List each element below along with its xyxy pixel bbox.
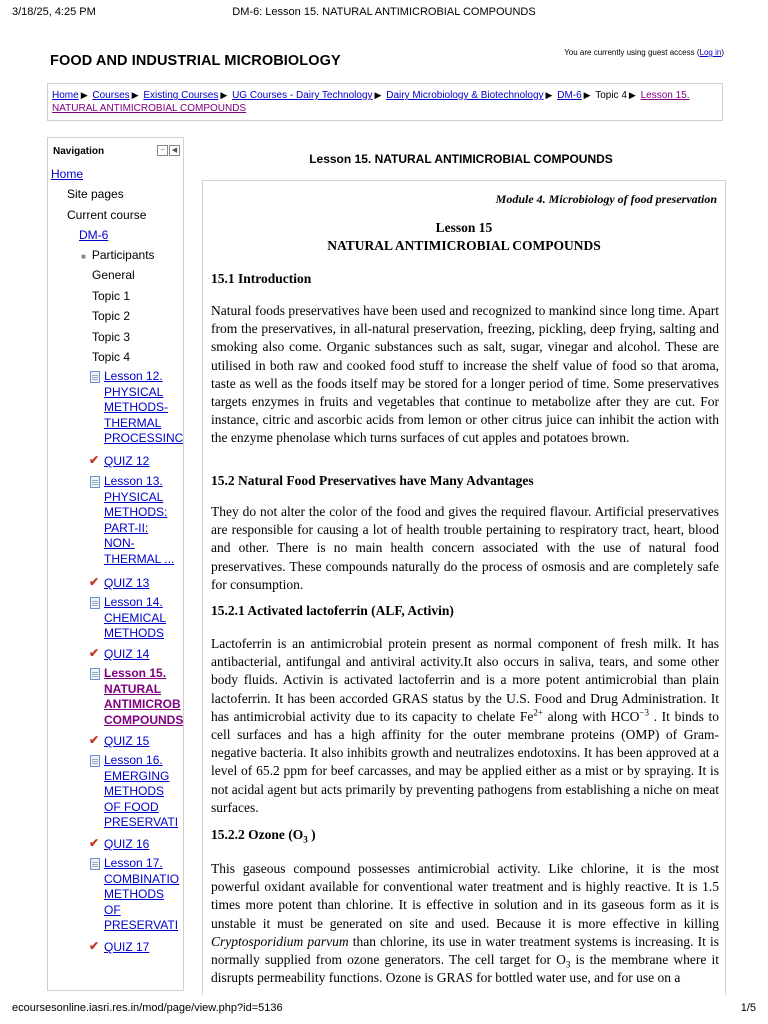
breadcrumb-ug-courses[interactable]: UG Courses - Dairy Technology	[232, 90, 373, 101]
nav-topic-2[interactable]: Topic 2	[92, 309, 131, 323]
guest-access-notice: You are currently using guest access (Log in)	[564, 48, 724, 57]
quiz-icon: ✔	[89, 939, 100, 953]
paragraph-lactoferrin: Lactoferrin is an antimicrobial protein present as normal component of fresh milk. It has antibacterial, antifungal and antiviral activity.It also occurs in saliva, tears, and some other body fluids. Activin is activated lactoferrin and is a more potent antimicrobial than plain lactoferrin. It has been accorded GRAS status by the U.S. Food and Drug Administration. It has antimicrobial activity due to its capacity to chelate $Fe^{2+}$ along with $HCO^{-3}$ . It binds to cell surfaces and has a high affinity for the outer membrane proteins (OMP) of Gram-negative bacteria. It also inhibits growth and neutralizes endotoxins. It has been approved at a level of 65.2 ppm for beef carcasses, and may be applied either as a mist or by spraying. It is not acidal agent but acts primarily by preventing pathogens from establishing a niche on meat surfaces.	[211, 636, 719, 815]
section-heading-ozone: 15.2.2 Ozone ($O_3$ )	[211, 827, 316, 845]
quiz-icon: ✔	[89, 733, 100, 747]
breadcrumb-current-lesson-title[interactable]: NATURAL ANTIMICROBIAL COMPOUNDS	[52, 103, 247, 114]
breadcrumb-current-lesson[interactable]: Lesson 15.	[640, 90, 690, 101]
breadcrumb-courses[interactable]: Courses	[92, 90, 130, 101]
nav-quiz-14[interactable]: QUIZ 14	[104, 647, 150, 661]
paragraph-advantages: They do not alter the color of the food and gives the required flavour. Artificial preservatives are responsible for causing a lot of health trouble pertaining to respiratory tract, heart, blood and other. There is no main health concern associated with the use of natural food preservatives. These compounds naturally do the process of osmosis and are completely safe for consumption.	[211, 504, 719, 592]
section-heading-introduction: 15.1 Introduction	[211, 271, 312, 286]
collapse-block-icon[interactable]: −	[157, 145, 168, 156]
lesson-heading: Lesson 15. NATURAL ANTIMICROBIAL COMPOUNDS	[309, 152, 613, 166]
page-icon	[90, 755, 100, 767]
navigation-block	[47, 137, 184, 991]
print-timestamp: 3/18/25, 4:25 PM	[12, 6, 96, 18]
page-icon	[90, 476, 100, 488]
nav-lesson-13[interactable]: Lesson 13. PHYSICAL METHODS: PART-II: NON- THERMAL ...	[104, 474, 175, 566]
breadcrumb-dairy-microbiology[interactable]: Dairy Microbiology & Biotechnology	[386, 90, 544, 101]
nav-home[interactable]: Home	[51, 167, 84, 181]
breadcrumb-topic4: Topic 4	[595, 90, 627, 101]
site-title: FOOD AND INDUSTRIAL MICROBIOLOGY	[50, 53, 341, 69]
dock-block-icon[interactable]: ◀	[169, 145, 180, 156]
nav-course-dm6[interactable]: DM-6	[79, 228, 109, 242]
page-icon	[90, 597, 100, 609]
module-label: Module 4. Microbiology of food preservation	[495, 192, 717, 206]
nav-lesson-16[interactable]: Lesson 16. EMERGING METHODS OF FOOD PRESERVATI	[104, 753, 179, 830]
nav-quiz-17[interactable]: QUIZ 17	[104, 940, 150, 954]
nav-lesson-14[interactable]: Lesson 14. CHEMICAL METHODS	[104, 595, 167, 641]
page-icon	[90, 858, 100, 870]
quiz-icon: ✔	[89, 646, 100, 660]
page-icon	[90, 371, 100, 383]
breadcrumb-dm6[interactable]: DM-6	[557, 90, 582, 101]
breadcrumb-separator-icon: ▶	[583, 90, 591, 100]
navigation-title: Navigation	[53, 146, 105, 157]
nav-quiz-15[interactable]: QUIZ 15	[104, 734, 150, 748]
nav-topic-1[interactable]: Topic 1	[92, 289, 131, 303]
section-heading-advantages: 15.2 Natural Food Preservatives have Many Advantages	[211, 473, 534, 488]
nav-general[interactable]: General	[92, 268, 135, 282]
quiz-icon: ✔	[89, 575, 100, 589]
nav-topic-4[interactable]: Topic 4	[92, 350, 131, 364]
print-page-number: 1/5	[740, 1002, 756, 1014]
print-page-title: DM-6: Lesson 15. NATURAL ANTIMICROBIAL COMPOUNDS	[232, 6, 536, 18]
page-icon	[90, 668, 100, 680]
nav-quiz-13[interactable]: QUIZ 13	[104, 576, 150, 590]
nav-lesson-12[interactable]: Lesson 12. PHYSICAL METHODS- THERMAL PROCESSINC	[104, 369, 184, 446]
print-header	[12, 6, 756, 20]
lesson-title-block	[203, 219, 725, 255]
breadcrumb-separator-icon: ▶	[80, 90, 88, 100]
nav-current-course[interactable]: Current course	[67, 208, 147, 222]
breadcrumb-separator-icon: ▶	[220, 90, 228, 100]
nav-site-pages[interactable]: Site pages	[67, 187, 124, 201]
nav-quiz-16[interactable]: QUIZ 16	[104, 837, 150, 851]
quiz-icon: ✔	[89, 836, 100, 850]
lesson-number: Lesson 15	[435, 220, 493, 235]
breadcrumb-separator-icon: ▶	[131, 90, 139, 100]
nav-topic-3[interactable]: Topic 3	[92, 330, 131, 344]
quiz-icon: ✔	[89, 453, 100, 467]
breadcrumb-home[interactable]: Home	[52, 90, 79, 101]
lesson-content	[202, 180, 726, 995]
breadcrumb	[47, 83, 723, 121]
navigation-header	[48, 138, 183, 162]
nav-lesson-17[interactable]: Lesson 17. COMBINATIO METHODS OF PRESERVATI	[104, 856, 180, 933]
print-url: ecoursesonline.iasri.res.in/mod/page/view.php?id=5136	[12, 1002, 283, 1014]
nav-quiz-12[interactable]: QUIZ 12	[104, 454, 150, 468]
breadcrumb-separator-icon: ▶	[628, 90, 636, 100]
breadcrumb-separator-icon: ▶	[374, 90, 382, 100]
section-heading-lactoferrin: 15.2.1 Activated lactoferrin (ALF, Activin)	[211, 603, 454, 618]
breadcrumb-separator-icon: ▶	[545, 90, 553, 100]
print-footer	[12, 1002, 756, 1016]
paragraph-ozone: This gaseous compound possesses antimicrobial activity. Like chlorine, it is the most powerful oxidant available for conventional water treatment and is highly reactive. It is 1.5 times more potent than chlorine. It is effective in solution and in its gaseous form as it is unstable it must be generated on site and used. Because it is more effective in killing Cryptosporidium parvum than chlorine, its use in water treatment systems is increasing. It is normally supplied from ozone generators. The cell target for $O_3$ is the membrane where it disrupts permeability functions. Ozone is GRAS for bottled water use, and for use on a	[211, 861, 719, 986]
bullet-icon: ■	[81, 252, 86, 261]
nav-participants[interactable]: ■ Participants	[81, 248, 155, 262]
lesson-title: NATURAL ANTIMICROBIAL COMPOUNDS	[327, 238, 601, 253]
login-link[interactable]: Log in	[699, 48, 722, 57]
nav-lesson-15-current[interactable]: Lesson 15. NATURAL ANTIMICROB COMPOUNDS	[104, 666, 184, 727]
breadcrumb-existing-courses[interactable]: Existing Courses	[143, 90, 219, 101]
paragraph-introduction: Natural foods preservatives have been used and recognized to mankind since long time. Apart from the preservatives, in all-natural preservation, freezing, pickling, deep frying, salting and smoking also come. Organic substances such as salt, sugar, vinegar and alcohol. These are utilised in both raw and cooked food stuff to increase the shelf value of food so that aroma, taste as well as the foods itself may be stored for a longer period of time. Some preservatives targets enzymes in fruits and vegetables that continue to metabolize after they are cut. For instance, citric and ascorbic acids from lemon or other citrus juice can inhibit the action with the enzyme phenolase which turns surfaces of cut apples and potatoes brown.	[211, 303, 719, 446]
